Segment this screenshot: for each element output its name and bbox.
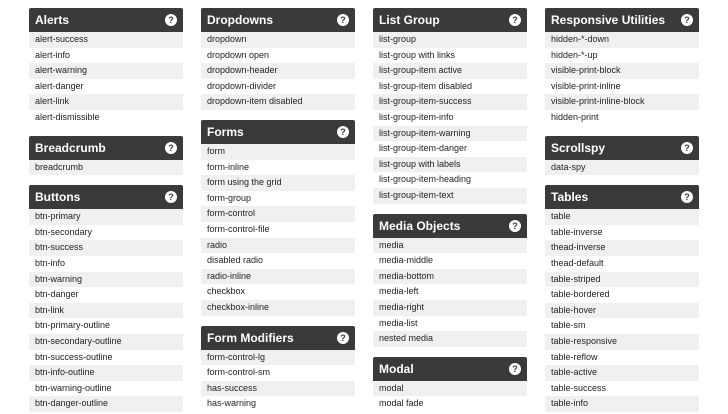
list-item[interactable]: list-group-item-warning [373, 126, 527, 142]
panel-list [545, 160, 699, 176]
list-item[interactable]: btn-secondary-outline [29, 334, 183, 350]
list-item[interactable]: media-list [373, 316, 527, 332]
help-icon[interactable]: ? [337, 126, 349, 138]
panel-list [373, 32, 527, 204]
list-item[interactable]: table-responsive [545, 334, 699, 350]
panel-title [373, 357, 527, 381]
panel-list [201, 144, 355, 316]
list-item[interactable]: alert-link [29, 94, 183, 110]
list-item[interactable]: btn-success [29, 240, 183, 256]
help-icon[interactable]: ? [337, 332, 349, 344]
help-icon[interactable]: ? [337, 14, 349, 26]
list-item[interactable]: hidden-*-down [545, 32, 699, 48]
list-item[interactable]: media-right [373, 300, 527, 316]
panel-title-text: List Group [379, 13, 440, 27]
panel-gap [373, 347, 527, 357]
panel-title [29, 136, 183, 160]
panel-alerts [29, 8, 183, 126]
panel-dropdowns [201, 8, 355, 110]
list-item[interactable]: list-group with labels [373, 157, 527, 173]
list-item[interactable]: alert-success [29, 32, 183, 48]
help-icon[interactable]: ? [509, 363, 521, 375]
panel-title [201, 120, 355, 144]
panel-title-text: Form Modifiers [207, 330, 294, 345]
column-4 [545, 8, 699, 412]
panel-list-group [373, 8, 527, 204]
list-item[interactable]: btn-danger-outline [29, 396, 183, 412]
help-icon[interactable]: ? [165, 14, 177, 26]
panel-title [545, 185, 699, 209]
list-item[interactable]: form using the grid [201, 175, 355, 191]
list-item[interactable]: visible-print-inline-block [545, 94, 699, 110]
list-item[interactable]: modal fade [373, 396, 527, 412]
list-item[interactable]: list-group with links [373, 48, 527, 64]
panel-title-text: Dropdowns [207, 13, 273, 27]
panel-title [373, 8, 527, 32]
list-item[interactable]: media-middle [373, 253, 527, 269]
help-icon[interactable]: ? [165, 191, 177, 203]
list-item[interactable]: form-control-lg [201, 350, 355, 366]
list-item[interactable]: btn-primary [29, 209, 183, 225]
list-item[interactable]: data-spy [545, 160, 699, 176]
list-item[interactable]: btn-success-outline [29, 350, 183, 366]
panel-title-text: Buttons [35, 190, 81, 205]
list-item[interactable]: btn-primary-outline [29, 318, 183, 334]
list-item[interactable]: table [545, 209, 699, 225]
list-item[interactable]: dropdown-item disabled [201, 94, 355, 110]
list-item[interactable]: table-bordered [545, 287, 699, 303]
help-icon[interactable]: ? [681, 142, 693, 154]
list-item[interactable]: btn-warning-outline [29, 381, 183, 397]
list-item[interactable]: hidden-print [545, 110, 699, 126]
panel-list [373, 381, 527, 412]
panel-list [29, 32, 183, 126]
list-item[interactable]: media-left [373, 284, 527, 300]
list-item[interactable]: table-active [545, 365, 699, 381]
list-item[interactable]: list-group-item-success [373, 94, 527, 110]
panel-list [29, 160, 183, 176]
help-icon[interactable]: ? [509, 220, 521, 232]
column-2 [201, 8, 355, 412]
list-item[interactable]: dropdown-header [201, 63, 355, 79]
panel-responsive-utilities [545, 8, 699, 126]
panel-title-text: Scrollspy [551, 140, 606, 155]
list-item[interactable]: form-control [201, 206, 355, 222]
panel-title-text: Media Objects [379, 218, 461, 233]
list-item[interactable]: alert-dismissible [29, 110, 183, 126]
list-item[interactable]: breadcrumb [29, 160, 183, 176]
panel-list [373, 238, 527, 347]
list-item[interactable]: form [201, 144, 355, 160]
panel-gap [201, 110, 355, 120]
list-item[interactable]: table-info [545, 396, 699, 412]
list-item[interactable]: radio-inline [201, 269, 355, 285]
panel-form-modifiers [201, 326, 355, 412]
list-item[interactable]: checkbox-inline [201, 300, 355, 316]
list-item[interactable]: thead-inverse [545, 240, 699, 256]
list-item[interactable]: btn-danger [29, 287, 183, 303]
panel-title-text: Modal [379, 361, 414, 376]
panel-title [545, 136, 699, 160]
column-1 [29, 8, 183, 412]
panel-title [373, 214, 527, 238]
panel-title [29, 185, 183, 209]
list-item[interactable]: hidden-*-up [545, 48, 699, 64]
panel-gap [545, 126, 699, 136]
list-item[interactable]: table-success [545, 381, 699, 397]
panel-gap [373, 204, 527, 214]
help-icon[interactable]: ? [165, 142, 177, 154]
list-item[interactable]: list-group [373, 32, 527, 48]
list-item[interactable]: table-striped [545, 272, 699, 288]
list-item[interactable]: visible-print-block [545, 63, 699, 79]
panel-tables [545, 185, 699, 412]
panel-title-text: Tables [551, 190, 589, 205]
panel-media-objects [373, 214, 527, 347]
panel-title-text: Responsive Utilities [551, 13, 666, 27]
list-item[interactable]: table-sm [545, 318, 699, 334]
list-item[interactable]: disabled radio [201, 253, 355, 269]
panel-gap [201, 316, 355, 326]
list-item[interactable]: list-group-item-heading [373, 172, 527, 188]
column-3 [373, 8, 527, 412]
list-item[interactable]: dropdown-divider [201, 79, 355, 95]
help-icon[interactable]: ? [681, 191, 693, 203]
list-item[interactable]: media [373, 238, 527, 254]
list-item[interactable]: table-reflow [545, 350, 699, 366]
list-item[interactable]: form-inline [201, 160, 355, 176]
list-item[interactable]: checkbox [201, 284, 355, 300]
list-item[interactable]: list-group-item disabled [373, 79, 527, 95]
list-item[interactable]: list-group-item-text [373, 188, 527, 204]
list-item[interactable]: form-group [201, 191, 355, 207]
list-item[interactable]: btn-info [29, 256, 183, 272]
panel-list [201, 32, 355, 110]
panel-title [545, 8, 699, 32]
panel-breadcrumb [29, 136, 183, 176]
panel-title-text: Breadcrumb [35, 140, 106, 155]
list-item[interactable]: nested media [373, 331, 527, 347]
list-item[interactable]: alert-danger [29, 79, 183, 95]
list-item[interactable]: alert-warning [29, 63, 183, 79]
list-item[interactable]: btn-warning [29, 272, 183, 288]
panel-title [201, 326, 355, 350]
panel-list [201, 350, 355, 412]
panel-buttons [29, 185, 183, 412]
panel-gap [29, 175, 183, 185]
list-item[interactable]: list-group-item-danger [373, 141, 527, 157]
list-item[interactable]: table-hover [545, 303, 699, 319]
list-item[interactable]: form-control-file [201, 222, 355, 238]
list-item[interactable]: has-success [201, 381, 355, 397]
list-item[interactable]: list-group-item-info [373, 110, 527, 126]
list-item[interactable]: table-inverse [545, 225, 699, 241]
panel-gap [545, 175, 699, 185]
list-item[interactable]: alert-info [29, 48, 183, 64]
list-item[interactable]: dropdown open [201, 48, 355, 64]
list-item[interactable]: list-group-item active [373, 63, 527, 79]
panel-title [201, 8, 355, 32]
list-item[interactable]: radio [201, 238, 355, 254]
panel-list [545, 209, 699, 412]
list-item[interactable]: media-bottom [373, 269, 527, 285]
panel-modal [373, 357, 527, 412]
panel-list [29, 209, 183, 412]
help-icon[interactable]: ? [509, 14, 521, 26]
list-item[interactable]: modal [373, 381, 527, 397]
panel-title-text: Alerts [35, 13, 70, 27]
panel-title-text: Forms [207, 124, 244, 139]
list-item[interactable]: form-control-sm [201, 365, 355, 381]
list-item[interactable]: has-warning [201, 396, 355, 412]
list-item[interactable]: thead-default [545, 256, 699, 272]
panel-forms [201, 120, 355, 316]
list-item[interactable]: visible-print-inline [545, 79, 699, 95]
list-item[interactable]: btn-link [29, 303, 183, 319]
list-item[interactable]: btn-secondary [29, 225, 183, 241]
panel-list [545, 32, 699, 126]
panel-title [29, 8, 183, 32]
help-icon[interactable]: ? [681, 14, 693, 26]
list-item[interactable]: btn-info-outline [29, 365, 183, 381]
panel-scrollspy [545, 136, 699, 176]
list-item[interactable]: dropdown [201, 32, 355, 48]
panel-gap [29, 126, 183, 136]
